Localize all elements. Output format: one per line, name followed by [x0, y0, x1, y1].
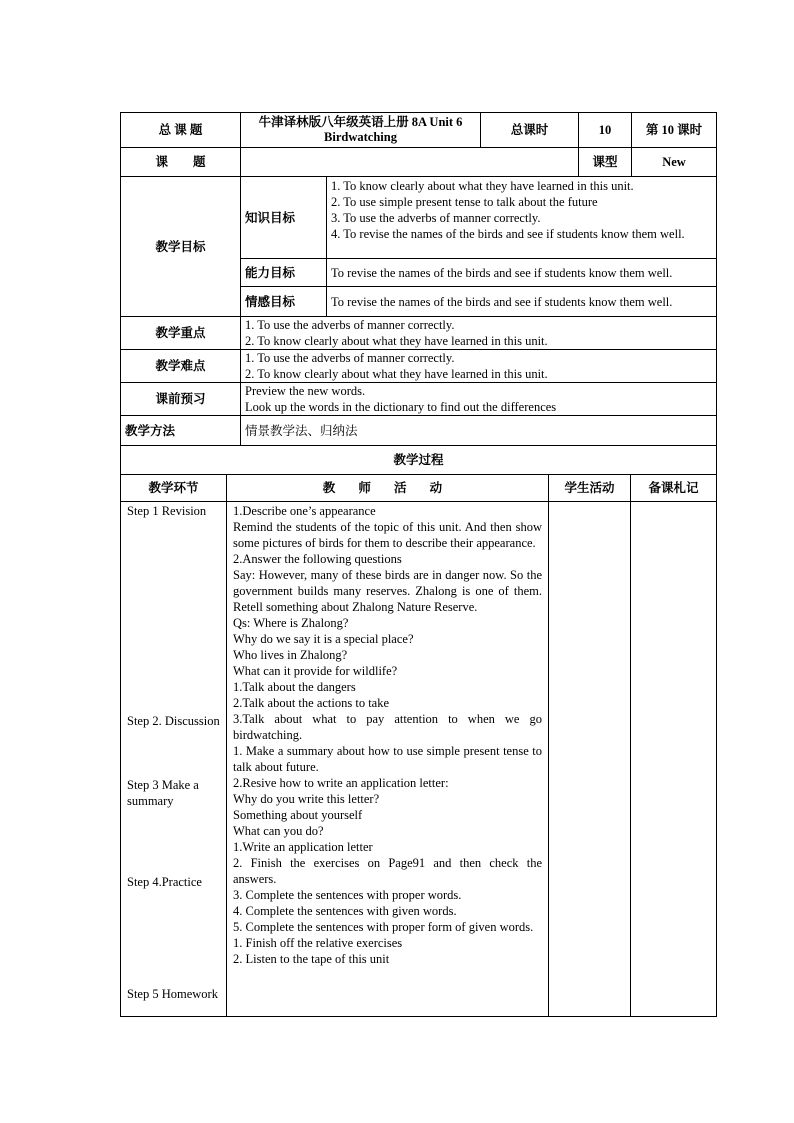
knowledge-objective-label: 知识目标 [241, 177, 327, 259]
step-label: Step 4.Practice [127, 875, 202, 889]
notes-cell [631, 502, 717, 1017]
teacher-line: 1.Write an application letter [233, 840, 373, 854]
teacher-line: Something about yourself [233, 808, 363, 822]
teacher-line: Why do we say it is a special place? [233, 632, 414, 646]
total-topic-label: 总 课 题 [121, 113, 241, 148]
step-label: Step 5 Homework [127, 987, 218, 1001]
step-label: Step 1 Revision [127, 504, 207, 518]
preview-content [241, 383, 717, 416]
teacher-line: 1.Describe one’s appearance [233, 504, 376, 518]
teacher-line: Qs: Where is Zhalong? [233, 616, 349, 630]
teacher-line: Remind the students of the topic of this unit. And then show some pictures of birds for them to describe their appearance. [233, 520, 542, 550]
lesson-info-table [120, 112, 717, 446]
type-value: New [632, 148, 717, 177]
knowledge-item: 1. To know clearly about what they have learned in this unit. [331, 179, 634, 193]
focus-content [241, 317, 717, 350]
difficulty-label: 教学难点 [121, 350, 241, 383]
col-student-header: 学生活动 [549, 475, 631, 502]
knowledge-objective-content [327, 177, 717, 259]
lesson-number: 第 10 课时 [632, 113, 717, 148]
teacher-line: 1. Make a summary about how to use simple present tense to talk about future. [233, 744, 542, 774]
teacher-line: 4. Complete the sentences with given words. [233, 904, 457, 918]
teacher-line: Why do you write this letter? [233, 792, 380, 806]
teacher-line: 5. Complete the sentences with proper form of given words. [233, 920, 534, 934]
teacher-line: 2.Resive how to write an application letter: [233, 776, 449, 790]
method-value: 情景教学法、归纳法 [241, 416, 717, 446]
method-label: 教学方法 [121, 416, 241, 446]
total-topic-value: 牛津译林版八年级英语上册 8A Unit 6 Birdwatching [241, 113, 481, 148]
teacher-line: 2. Listen to the tape of this unit [233, 952, 390, 966]
emotion-objective-text: To revise the names of the birds and see if students know them well. [327, 287, 717, 317]
teacher-line: 3.Talk about what to pay attention to when we go birdwatching. [233, 712, 542, 742]
objectives-label: 教学目标 [121, 177, 241, 317]
teacher-line: 1.Talk about the dangers [233, 680, 356, 694]
teacher-line: Say: However, many of these birds are in danger now. So the government builds many reserves. Zhalong is one of them. Retell something about Zhalong Nature Reserve. [233, 568, 542, 614]
col-teacher-header: 教 师 活 动 [227, 475, 549, 502]
total-hours-value: 10 [579, 113, 632, 148]
difficulty-content [241, 350, 717, 383]
process-table [120, 445, 717, 1017]
steps-column [121, 502, 227, 1017]
total-hours-label: 总课时 [481, 113, 579, 148]
teacher-line: 1. Finish off the relative exercises [233, 936, 403, 950]
teacher-line: 2. Finish the exercises on Page91 and then check the answers. [233, 856, 542, 886]
preview-label: 课前预习 [121, 383, 241, 416]
focus-item: 2. To know clearly about what they have learned in this unit. [245, 334, 548, 348]
topic-value [241, 148, 579, 177]
preview-item: Preview the new words. [245, 384, 366, 398]
student-activities-cell [549, 502, 631, 1017]
process-title: 教学过程 [121, 446, 717, 475]
preview-item: Look up the words in the dictionary to find out the differences [245, 400, 557, 414]
teacher-line: 2.Answer the following questions [233, 552, 402, 566]
step-label: Step 2. Discussion [127, 714, 220, 728]
teacher-line: What can it provide for wildlife? [233, 664, 398, 678]
col-step-header: 教学环节 [121, 475, 227, 502]
teacher-line: 2.Talk about the actions to take [233, 696, 390, 710]
col-notes-header: 备课札记 [631, 475, 717, 502]
focus-label: 教学重点 [121, 317, 241, 350]
difficulty-item: 1. To use the adverbs of manner correctly. [245, 351, 455, 365]
focus-item: 1. To use the adverbs of manner correctly. [245, 318, 455, 332]
knowledge-item: 4. To revise the names of the birds and see if students know them well. [331, 227, 685, 241]
teacher-line: What can you do? [233, 824, 324, 838]
knowledge-item: 2. To use simple present tense to talk about the future [331, 195, 598, 209]
difficulty-item: 2. To know clearly about what they have learned in this unit. [245, 367, 548, 381]
teacher-line: 3. Complete the sentences with proper words. [233, 888, 462, 902]
topic-label: 课 题 [121, 148, 241, 177]
emotion-objective-label: 情感目标 [241, 287, 327, 317]
knowledge-item: 3. To use the adverbs of manner correctly. [331, 211, 541, 225]
step-label: Step 3 Make a summary [127, 778, 199, 808]
ability-objective-label: 能力目标 [241, 259, 327, 287]
teacher-activities [227, 502, 549, 1017]
type-label: 课型 [579, 148, 632, 177]
teacher-line: Who lives in Zhalong? [233, 648, 348, 662]
ability-objective-text: To revise the names of the birds and see if students know them well. [327, 259, 717, 287]
